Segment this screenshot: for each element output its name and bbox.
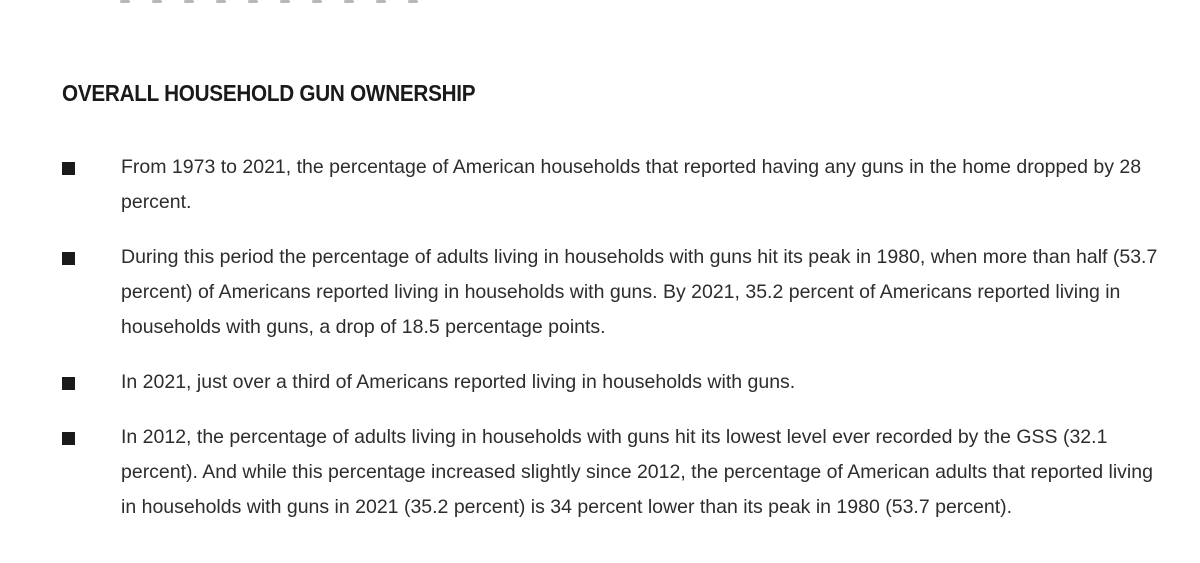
list-item	[0, 420, 1200, 525]
square-bullet-icon	[62, 377, 75, 390]
section-title: OVERALL HOUSEHOLD GUN OWNERSHIP	[62, 80, 476, 106]
list-item	[0, 150, 1200, 220]
bullet-list	[0, 150, 1200, 545]
square-bullet-icon	[62, 252, 75, 265]
list-item-text: In 2012, the percentage of adults living in households with guns hit its lowest level ever recorded by the GSS (32.1 percent). And while this percentage increased slightly since 2012, the percentage of American adults that reported living in households with guns in 2021 (35.2 percent) is 34 percent lower than its peak in 1980 (53.7 percent).	[121, 426, 1153, 518]
list-item-text: During this period the percentage of adults living in households with guns hit its peak in 1980, when more than half (53.7 percent) of Americans reported living in households with guns. By 2021, 35.2 percent of Americans reported living in households with guns, a drop of 18.5 percentage points.	[121, 246, 1158, 338]
previous-text-fragment	[120, 0, 480, 4]
list-item	[0, 365, 1200, 400]
list-item-text: From 1973 to 2021, the percentage of American households that reported having any guns in the home dropped by 28 percent.	[121, 156, 1142, 213]
square-bullet-icon	[62, 162, 75, 175]
list-item-text: In 2021, just over a third of Americans reported living in households with guns.	[121, 371, 796, 393]
list-item	[0, 240, 1200, 345]
square-bullet-icon	[62, 432, 75, 445]
